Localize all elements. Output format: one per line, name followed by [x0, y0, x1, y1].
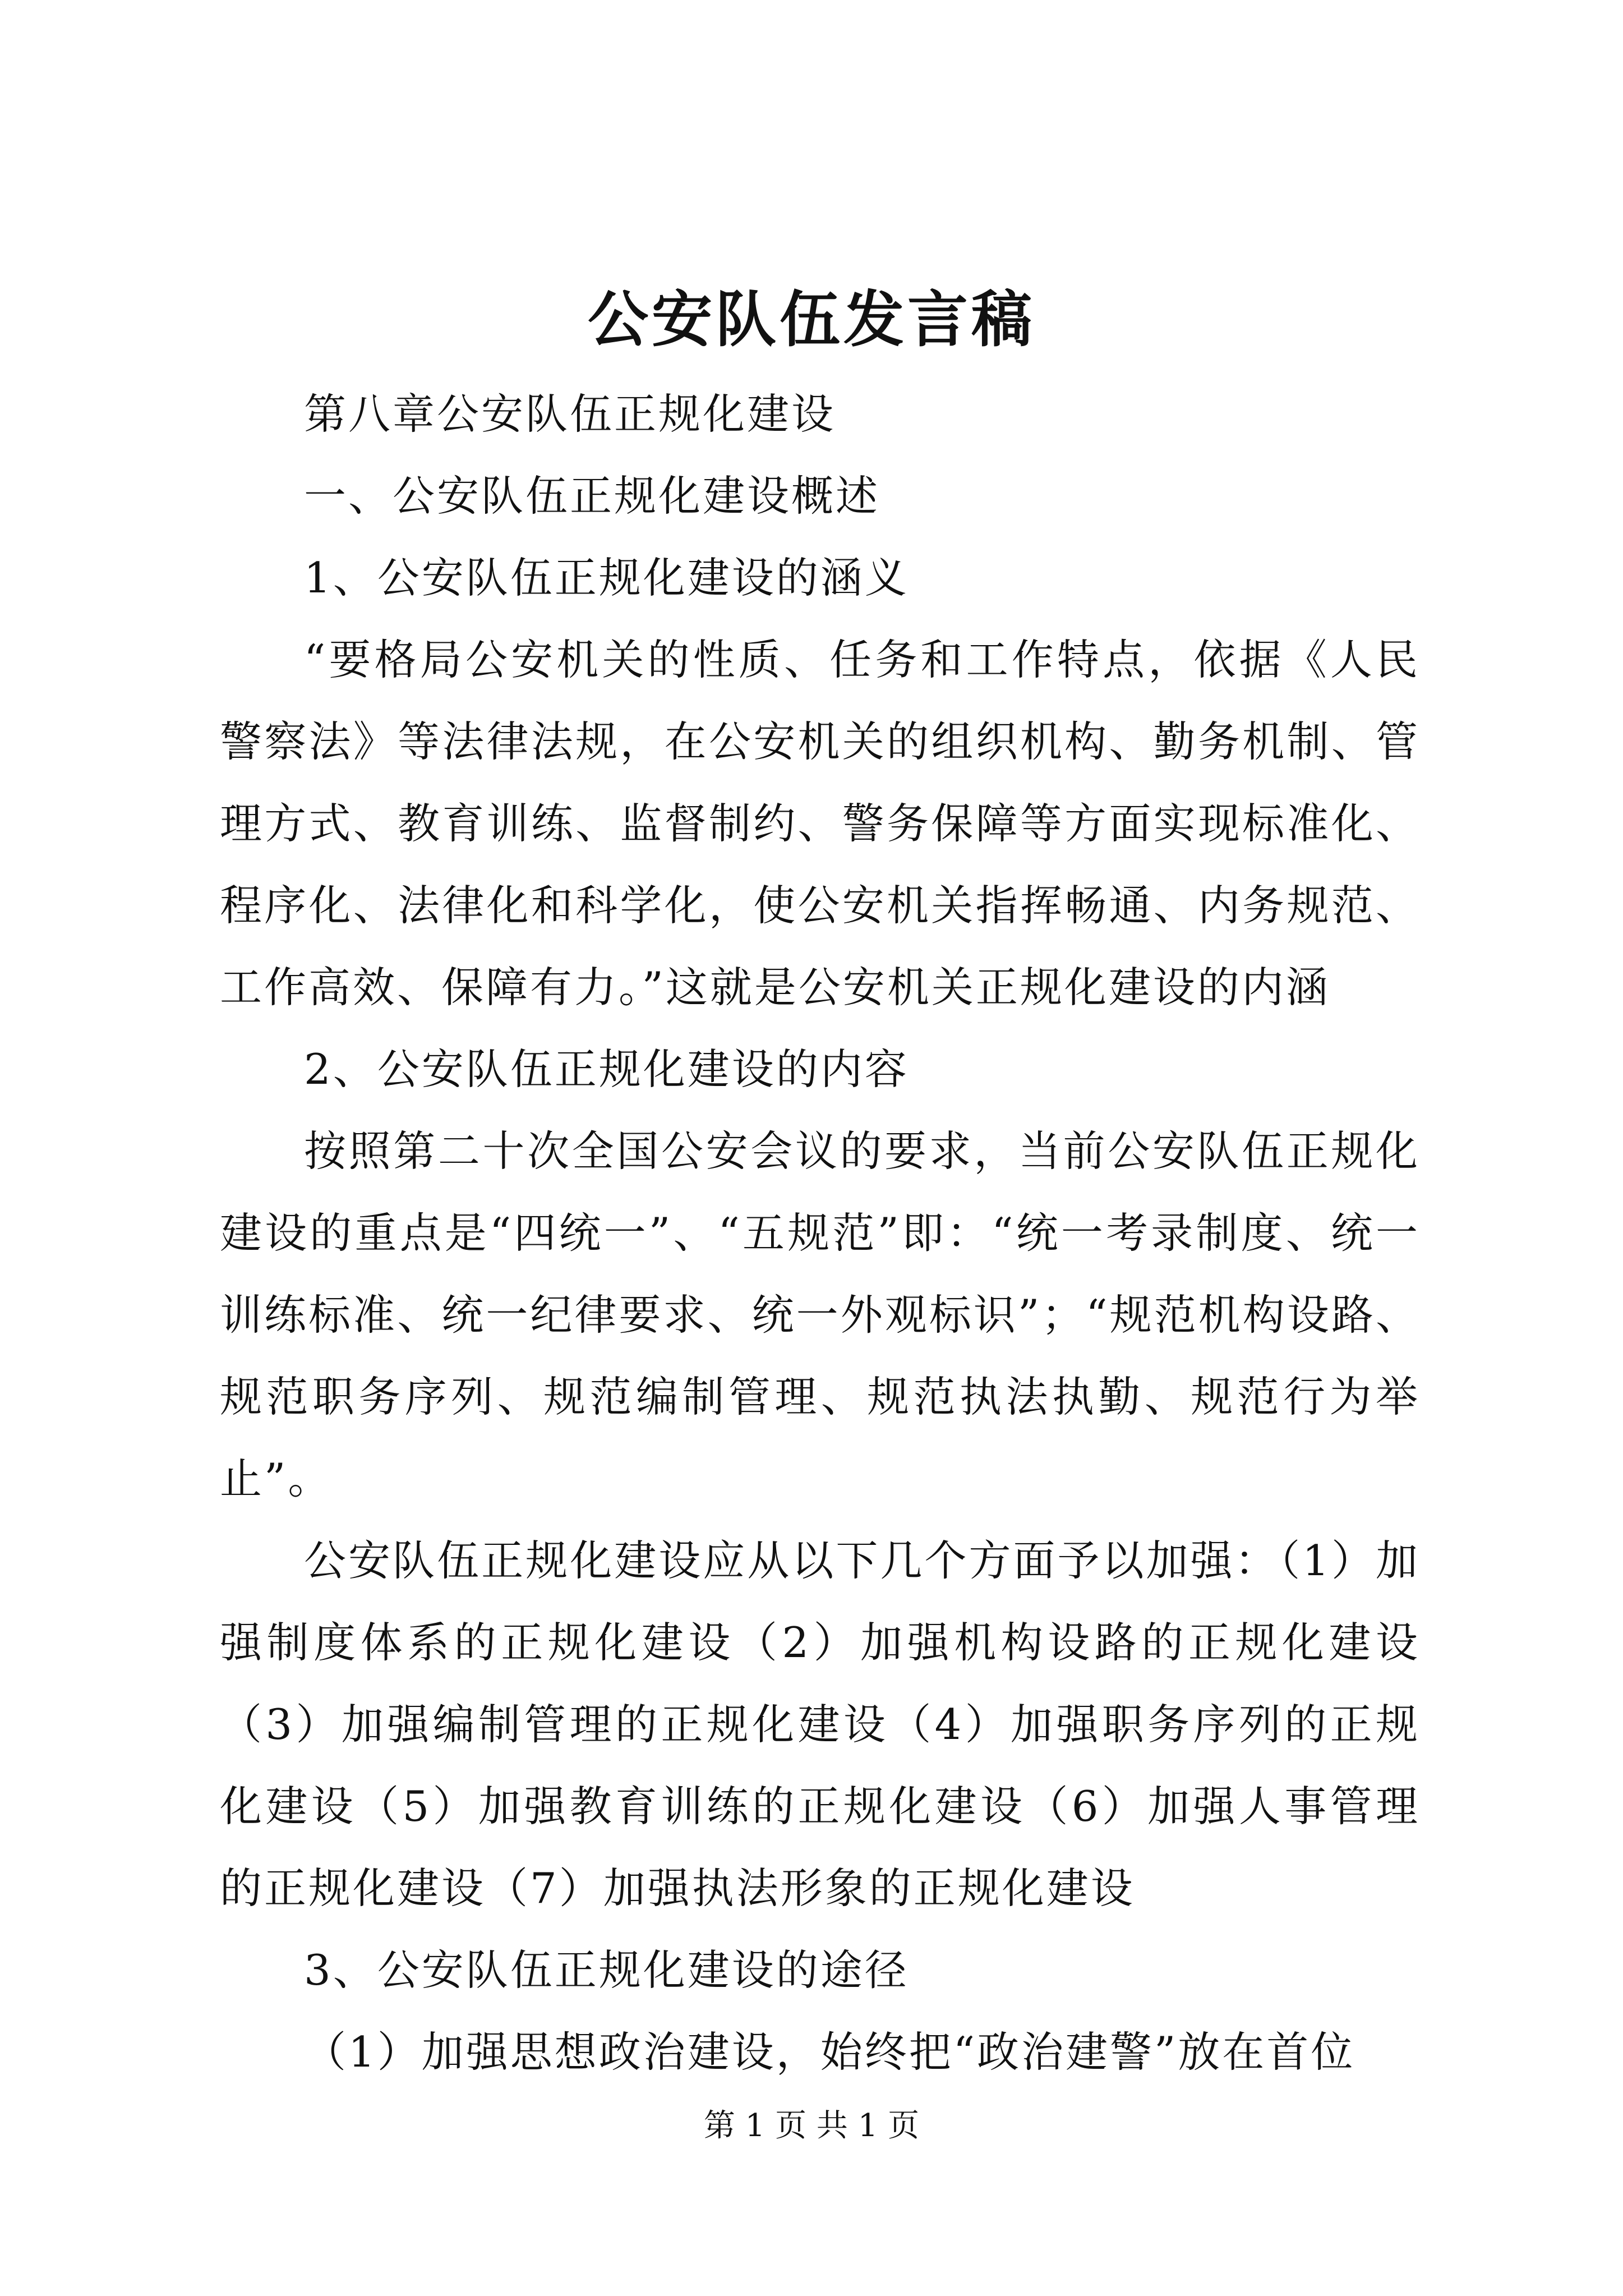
subsection-heading-approach: 3、公安队伍正规化建设的途径: [304, 1945, 909, 1995]
chapter-heading: 第八章公安队伍正规化建设: [304, 389, 836, 439]
paragraph-meaning: “要格局公安机关的性质、任务和工作特点，依据《人民警察法》等法律法规，在公安机关的组织机构、勤务机制、管理方式、教育训练、监督制约、警务保障等方面实现标准化、程序化、法律化和科学化，使公安机关指挥畅通、内务规范、工作高效、保障有力。”这就是公安机关正规化建设的内涵: [220, 635, 1420, 1012]
subsection-heading-meaning: 1、公安队伍正规化建设的涵义: [304, 553, 909, 602]
document-title: 公安队伍发言稿: [587, 284, 1035, 355]
subsection-heading-content: 2、公安队伍正规化建设的内容: [304, 1045, 909, 1094]
paragraph-content: 按照第二十次全国公安会议的要求，当前公安队伍正规化建设的重点是“四统一”、“五规范”即：“统一考录制度、统一训练标准、统一纪律要求、统一外观标识”；“规范机构设路、规范职务序列、规范编制管理、规范执法执勤、规范行为举止”。: [220, 1126, 1420, 1503]
document-body: [220, 373, 1420, 2093]
page-footer: 第 1 页 共 1 页: [703, 2108, 920, 2144]
section-heading-overview: 一、公安队伍正规化建设概述: [304, 471, 880, 521]
paragraph-approach-1: （1）加强思想政治建设，始终把“政治建警”放在首位: [304, 2027, 1355, 2077]
paragraph-strengthening: 公安队伍正规化建设应从以下几个方面予以加强：（1）加强制度体系的正规化建设（2）加强机构设路的正规化建设（3）加强编制管理的正规化建设（4）加强职务序列的正规化建设（5）加强教育训练的正规化建设（6）加强人事管理的正规化建设（7）加强执法形象的正规化建设: [220, 1536, 1420, 1913]
